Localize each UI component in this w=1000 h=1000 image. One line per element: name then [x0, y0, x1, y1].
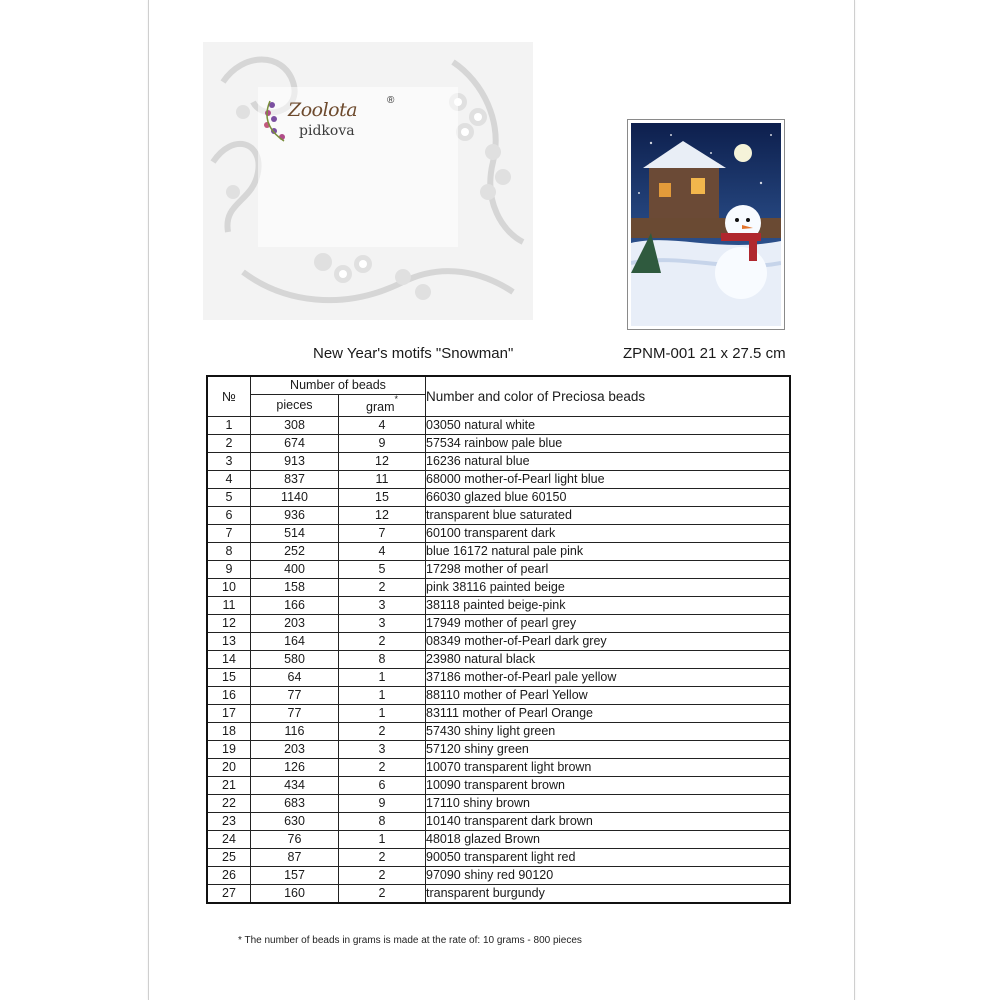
row-color: 10090 transparent brown: [426, 777, 791, 795]
row-pieces: 157: [251, 867, 339, 885]
row-number: 10: [207, 579, 251, 597]
row-gram: 9: [339, 795, 426, 813]
row-number: 11: [207, 597, 251, 615]
table-row: [207, 831, 790, 849]
table-row: [207, 579, 790, 597]
row-gram: 2: [339, 885, 426, 904]
row-number: 26: [207, 867, 251, 885]
table-row: [207, 633, 790, 651]
beads-table: [206, 375, 791, 904]
row-number: 3: [207, 453, 251, 471]
row-pieces: 514: [251, 525, 339, 543]
row-pieces: 87: [251, 849, 339, 867]
row-number: 5: [207, 489, 251, 507]
row-gram: 2: [339, 867, 426, 885]
row-gram: 1: [339, 831, 426, 849]
table-row: [207, 849, 790, 867]
row-color: 57534 rainbow pale blue: [426, 435, 791, 453]
row-gram: 3: [339, 597, 426, 615]
row-pieces: 308: [251, 417, 339, 435]
row-gram: 2: [339, 849, 426, 867]
row-pieces: 630: [251, 813, 339, 831]
row-gram: 12: [339, 453, 426, 471]
row-gram: 4: [339, 417, 426, 435]
row-gram: 6: [339, 777, 426, 795]
beads-table-body: [207, 417, 790, 904]
row-gram: 1: [339, 669, 426, 687]
row-number: 19: [207, 741, 251, 759]
table-row: [207, 615, 790, 633]
row-color: 57430 shiny light green: [426, 723, 791, 741]
table-row: [207, 795, 790, 813]
header-color: Number and color of Preciosa beads: [426, 376, 791, 417]
row-color: 17298 mother of pearl: [426, 561, 791, 579]
row-number: 13: [207, 633, 251, 651]
row-color: transparent burgundy: [426, 885, 791, 904]
row-pieces: 126: [251, 759, 339, 777]
row-pieces: 203: [251, 741, 339, 759]
row-color: 10140 transparent dark brown: [426, 813, 791, 831]
row-number: 8: [207, 543, 251, 561]
table-row: [207, 417, 790, 435]
pattern-code-size: ZPNM-001 21 x 27.5 cm: [623, 345, 786, 362]
row-pieces: 913: [251, 453, 339, 471]
row-pieces: 252: [251, 543, 339, 561]
row-pieces: 837: [251, 471, 339, 489]
table-row: [207, 777, 790, 795]
row-color: 66030 glazed blue 60150: [426, 489, 791, 507]
snowman-scene-illustration: [631, 123, 781, 326]
row-color: 17110 shiny brown: [426, 795, 791, 813]
row-color: transparent blue saturated: [426, 507, 791, 525]
row-number: 16: [207, 687, 251, 705]
floral-ornament-decoration: [203, 42, 533, 320]
row-color: 68000 mother-of-Pearl light blue: [426, 471, 791, 489]
row-gram: 11: [339, 471, 426, 489]
table-row: [207, 741, 790, 759]
row-number: 6: [207, 507, 251, 525]
row-pieces: 434: [251, 777, 339, 795]
row-number: 24: [207, 831, 251, 849]
row-gram: 2: [339, 759, 426, 777]
row-number: 23: [207, 813, 251, 831]
row-gram: 2: [339, 579, 426, 597]
row-number: 12: [207, 615, 251, 633]
header-gram: [339, 395, 426, 417]
row-color: 48018 glazed Brown: [426, 831, 791, 849]
table-row: [207, 867, 790, 885]
row-number: 14: [207, 651, 251, 669]
header-gram-asterisk: *: [394, 394, 398, 404]
row-color: 17949 mother of pearl grey: [426, 615, 791, 633]
row-gram: 3: [339, 615, 426, 633]
row-number: 15: [207, 669, 251, 687]
row-color: 37186 mother-of-Pearl pale yellow: [426, 669, 791, 687]
table-row: [207, 885, 790, 904]
pattern-title: New Year's motifs "Snowman": [313, 345, 514, 362]
row-gram: 12: [339, 507, 426, 525]
row-pieces: 203: [251, 615, 339, 633]
table-row: [207, 525, 790, 543]
logo-text-line2: pidkova: [299, 123, 355, 139]
row-pieces: 1140: [251, 489, 339, 507]
row-pieces: 77: [251, 705, 339, 723]
title-row: [313, 345, 813, 367]
row-gram: 2: [339, 633, 426, 651]
table-row: [207, 669, 790, 687]
row-number: 18: [207, 723, 251, 741]
row-pieces: 674: [251, 435, 339, 453]
row-pieces: 116: [251, 723, 339, 741]
row-color: 60100 transparent dark: [426, 525, 791, 543]
table-row: [207, 723, 790, 741]
table-row: [207, 705, 790, 723]
row-number: 4: [207, 471, 251, 489]
header-number: №: [207, 376, 251, 417]
pattern-preview-image: [627, 119, 785, 330]
row-number: 17: [207, 705, 251, 723]
row-pieces: 166: [251, 597, 339, 615]
header-gram-label: gram: [366, 400, 395, 415]
row-pieces: 64: [251, 669, 339, 687]
row-gram: 8: [339, 651, 426, 669]
row-gram: 15: [339, 489, 426, 507]
row-pieces: 77: [251, 687, 339, 705]
row-number: 2: [207, 435, 251, 453]
table-row: [207, 471, 790, 489]
table-row: [207, 561, 790, 579]
row-number: 22: [207, 795, 251, 813]
registered-mark: ®: [387, 95, 395, 106]
row-number: 1: [207, 417, 251, 435]
row-color: 97090 shiny red 90120: [426, 867, 791, 885]
row-gram: 2: [339, 723, 426, 741]
table-row: [207, 435, 790, 453]
table-row: [207, 759, 790, 777]
row-gram: 9: [339, 435, 426, 453]
row-pieces: 160: [251, 885, 339, 904]
row-gram: 3: [339, 741, 426, 759]
row-gram: 7: [339, 525, 426, 543]
table-row: [207, 507, 790, 525]
brand-logo: [262, 95, 402, 150]
row-pieces: 164: [251, 633, 339, 651]
header-pieces: pieces: [251, 395, 339, 417]
row-pieces: 936: [251, 507, 339, 525]
table-row: [207, 543, 790, 561]
row-gram: 1: [339, 705, 426, 723]
row-pieces: 683: [251, 795, 339, 813]
row-gram: 4: [339, 543, 426, 561]
row-pieces: 158: [251, 579, 339, 597]
row-number: 7: [207, 525, 251, 543]
row-number: 21: [207, 777, 251, 795]
row-number: 20: [207, 759, 251, 777]
row-pieces: 580: [251, 651, 339, 669]
row-gram: 8: [339, 813, 426, 831]
row-gram: 5: [339, 561, 426, 579]
row-color: 38118 painted beige-pink: [426, 597, 791, 615]
logo-text-line1: Zoolota: [288, 99, 358, 121]
table-row: [207, 453, 790, 471]
row-number: 9: [207, 561, 251, 579]
row-color: 08349 mother-of-Pearl dark grey: [426, 633, 791, 651]
row-number: 25: [207, 849, 251, 867]
row-number: 27: [207, 885, 251, 904]
row-color: 57120 shiny green: [426, 741, 791, 759]
row-color: 90050 transparent light red: [426, 849, 791, 867]
row-gram: 1: [339, 687, 426, 705]
table-row: [207, 813, 790, 831]
row-color: pink 38116 painted beige: [426, 579, 791, 597]
table-row: [207, 597, 790, 615]
row-color: 23980 natural black: [426, 651, 791, 669]
table-row: [207, 687, 790, 705]
footnote: * The number of beads in grams is made at the rate of: 10 grams - 800 pieces: [238, 935, 582, 946]
row-color: 10070 transparent light brown: [426, 759, 791, 777]
header-number-of-beads: Number of beads: [251, 376, 426, 395]
row-color: 83111 mother of Pearl Orange: [426, 705, 791, 723]
row-pieces: 400: [251, 561, 339, 579]
table-row: [207, 489, 790, 507]
table-row: [207, 651, 790, 669]
row-color: blue 16172 natural pale pink: [426, 543, 791, 561]
row-color: 16236 natural blue: [426, 453, 791, 471]
row-pieces: 76: [251, 831, 339, 849]
row-color: 88110 mother of Pearl Yellow: [426, 687, 791, 705]
row-color: 03050 natural white: [426, 417, 791, 435]
